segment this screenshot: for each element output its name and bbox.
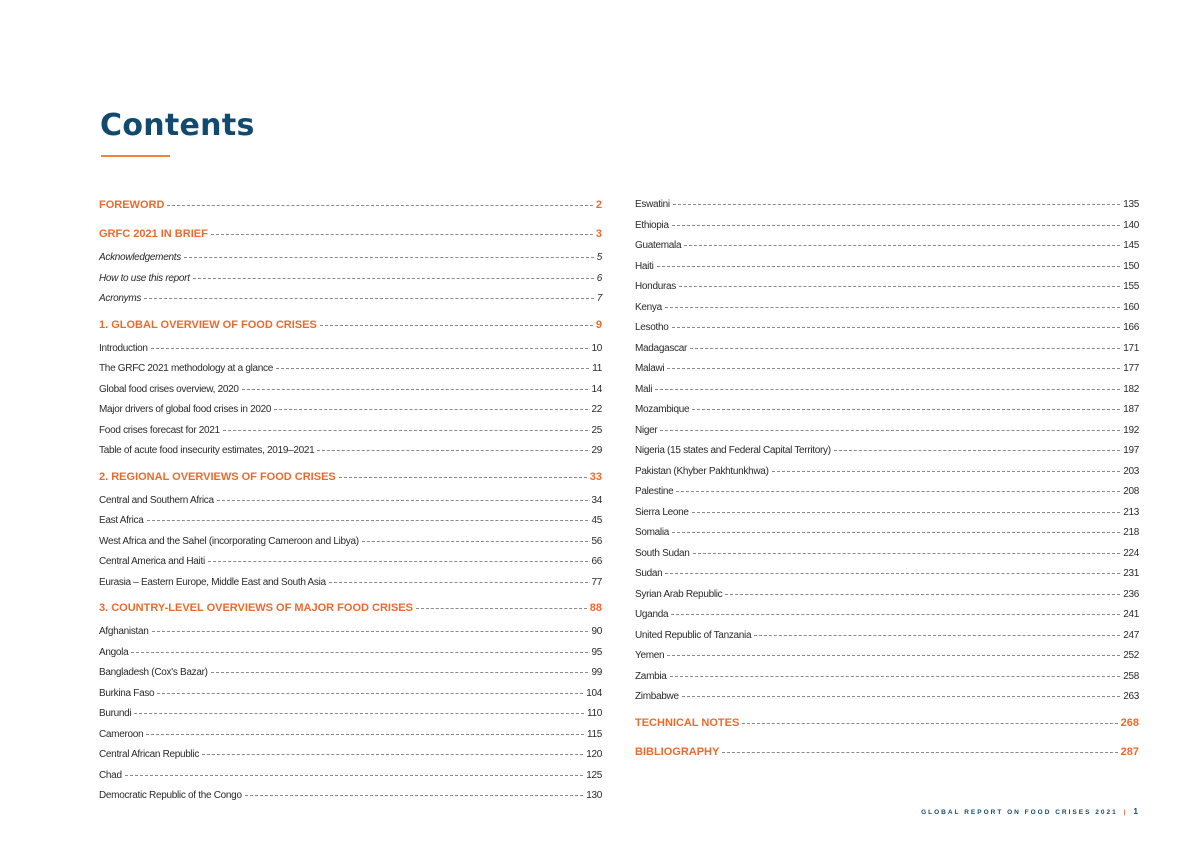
toc-entry-page-number: 241	[1123, 609, 1139, 620]
toc-section-entry[interactable]	[99, 597, 602, 626]
toc-entry[interactable]	[99, 556, 602, 577]
toc-entry-label: How to use this report	[99, 272, 190, 284]
toc-entry-page-number: 140	[1123, 219, 1139, 231]
dot-leader	[670, 676, 1121, 677]
dot-leader	[151, 348, 589, 349]
toc-entry[interactable]	[99, 363, 602, 384]
footer-page-number: 1	[1133, 807, 1138, 816]
toc-entry-label: Nigeria (15 states and Federal Capital Territory)	[635, 445, 831, 456]
footer-report-title: GLOBAL REPORT ON FOOD CRISES 2021	[921, 809, 1118, 816]
dot-leader	[725, 594, 1120, 595]
dot-leader	[682, 696, 1120, 697]
toc-entry-label: Kenya	[635, 301, 662, 313]
dot-leader	[211, 234, 593, 235]
toc-entry[interactable]	[635, 261, 1139, 282]
toc-entry-label: Central America and Haiti	[99, 556, 205, 567]
dot-leader	[672, 327, 1121, 328]
toc-entry-label: West Africa and the Sahel (incorporating Cameroon and Libya)	[99, 535, 359, 547]
toc-entry-label: 1. GLOBAL OVERVIEW OF FOOD CRISES	[99, 318, 317, 331]
dot-leader	[679, 286, 1120, 287]
toc-entry-label: East Africa	[99, 515, 144, 526]
toc-entry-page-number: 6	[596, 272, 602, 284]
toc-entry-label: Acronyms	[99, 293, 142, 304]
dot-leader	[672, 532, 1120, 533]
dot-leader	[362, 541, 589, 542]
toc-entry-page-number: 115	[586, 728, 602, 740]
page-title: Contents	[100, 108, 255, 143]
toc-entry[interactable]	[99, 749, 602, 770]
toc-entry-page-number: 150	[1123, 260, 1139, 272]
toc-entry[interactable]	[635, 630, 1139, 651]
toc-entry-page-number: 66	[591, 556, 602, 567]
toc-entry-label: Mali	[635, 383, 653, 395]
toc-entry-label: Syrian Arab Republic	[635, 588, 723, 600]
toc-entry-page-number: 5	[596, 252, 602, 263]
toc-entry-label: 2. REGIONAL OVERVIEWS OF FOOD CRISES	[99, 470, 336, 483]
toc-entry-label: FOREWORD	[99, 199, 165, 211]
toc-entry-label: Acknowledgements	[99, 252, 181, 263]
toc-entry-label: Niger	[635, 424, 658, 436]
toc-entry-label: Yemen	[635, 650, 665, 661]
toc-entry-label: Chad	[99, 769, 122, 781]
toc-entry[interactable]	[99, 626, 602, 647]
toc-entry-page-number: 90	[591, 626, 602, 637]
toc-section-entry[interactable]	[635, 712, 1139, 741]
toc-section-entry[interactable]	[99, 199, 602, 223]
toc-entry-page-number: 155	[1123, 281, 1139, 292]
toc-entry-page-number: 88	[589, 602, 602, 614]
dot-leader	[211, 672, 589, 673]
title-underline	[101, 155, 170, 157]
dot-leader	[676, 491, 1120, 492]
toc-entry-page-number: 110	[586, 708, 602, 719]
toc-entry[interactable]	[635, 425, 1139, 446]
toc-entry-page-number: 34	[591, 494, 602, 506]
toc-entry-label: Food crises forecast for 2021	[99, 424, 220, 436]
toc-entry-page-number: 258	[1123, 670, 1139, 682]
dot-leader	[147, 520, 589, 521]
toc-entry-page-number: 187	[1123, 404, 1139, 415]
toc-entry-label: Haiti	[635, 260, 654, 272]
toc-entry-label: Sierra Leone	[635, 506, 689, 518]
toc-entry-page-number: 56	[591, 535, 602, 547]
dot-leader	[245, 795, 584, 796]
toc-entry[interactable]	[635, 404, 1139, 425]
toc-entry[interactable]	[99, 273, 602, 294]
toc-entry[interactable]	[99, 252, 602, 273]
toc-section-entry[interactable]	[635, 741, 1139, 770]
toc-entry-label: Mozambique	[635, 404, 690, 415]
toc-entry-label: Cameroon	[99, 728, 144, 740]
toc-entry-page-number: 14	[591, 383, 602, 395]
toc-entry-label: Major drivers of global food crises in 2020	[99, 404, 272, 415]
toc-entry[interactable]	[99, 577, 602, 598]
toc-entry-label: Ethiopia	[635, 219, 669, 231]
toc-entry[interactable]	[99, 384, 602, 405]
dot-leader	[242, 389, 589, 390]
toc-entry[interactable]	[635, 343, 1139, 364]
toc-entry-label: Madagascar	[635, 342, 688, 354]
dot-leader	[692, 409, 1120, 410]
toc-entry-page-number: 3	[595, 228, 602, 240]
toc-entry-label: South Sudan	[635, 547, 690, 559]
toc-entry-page-number: 171	[1123, 342, 1139, 354]
toc-entry-page-number: 252	[1123, 650, 1139, 661]
toc-column-left	[99, 199, 602, 811]
dot-leader	[665, 573, 1120, 574]
dot-leader	[655, 389, 1120, 390]
toc-entry-label: Democratic Republic of the Congo	[99, 790, 242, 801]
toc-entry-label: Guatemala	[635, 240, 682, 251]
toc-entry[interactable]	[635, 445, 1139, 466]
page-footer	[0, 807, 1138, 816]
toc-entry[interactable]	[635, 281, 1139, 302]
toc-entry-page-number: 268	[1120, 716, 1139, 729]
toc-entry-label: Eurasia – Eastern Europe, Middle East and South Asia	[99, 576, 326, 588]
dot-leader	[693, 553, 1121, 554]
dot-leader	[152, 631, 589, 632]
toc-entry-page-number: 9	[595, 318, 602, 331]
toc-entry[interactable]	[99, 729, 602, 750]
toc-entry[interactable]	[635, 568, 1139, 589]
toc-entry[interactable]	[635, 609, 1139, 630]
dot-leader	[193, 278, 594, 279]
toc-section-entry[interactable]	[99, 314, 602, 343]
toc-entry-page-number: 192	[1123, 424, 1139, 436]
dot-leader	[772, 471, 1121, 472]
dot-leader	[144, 298, 594, 299]
dot-leader	[339, 477, 587, 478]
dot-leader	[167, 205, 592, 206]
toc-entry-page-number: 182	[1123, 383, 1139, 395]
toc-entry-label: Sudan	[635, 568, 663, 579]
dot-leader	[223, 430, 589, 431]
toc-entry[interactable]	[99, 536, 602, 557]
toc-entry-label: GRFC 2021 IN BRIEF	[99, 228, 208, 240]
toc-entry-page-number: 203	[1123, 465, 1139, 477]
toc-entry-label: TECHNICAL NOTES	[635, 716, 740, 729]
toc-section-entry[interactable]	[99, 466, 602, 495]
toc-entry-label: Uganda	[635, 609, 669, 620]
toc-entry-label: Global food crises overview, 2020	[99, 383, 239, 395]
toc-entry-page-number: 213	[1123, 506, 1139, 518]
dot-leader	[667, 368, 1120, 369]
toc-entry[interactable]	[635, 199, 1139, 220]
dot-leader	[208, 561, 589, 562]
toc-entry-page-number: 29	[591, 445, 602, 456]
toc-entry[interactable]	[99, 404, 602, 425]
toc-entry[interactable]	[635, 220, 1139, 241]
dot-leader	[754, 635, 1120, 636]
dot-leader	[202, 754, 583, 755]
toc-entry-label: BIBLIOGRAPHY	[635, 745, 720, 758]
toc-entry[interactable]	[99, 647, 602, 668]
toc-entry-label: Zambia	[635, 670, 667, 682]
dot-leader	[665, 307, 1120, 308]
toc-entry[interactable]	[99, 425, 602, 446]
dot-leader	[667, 655, 1120, 656]
dot-leader	[274, 409, 588, 410]
toc-entry-page-number: 166	[1123, 322, 1139, 333]
toc-entry-label: 3. COUNTRY-LEVEL OVERVIEWS OF MAJOR FOOD CRISES	[99, 602, 413, 614]
toc-entry-page-number: 99	[591, 667, 602, 678]
toc-entry-page-number: 95	[591, 646, 602, 658]
toc-entry-label: Lesotho	[635, 322, 669, 333]
toc-section-entry[interactable]	[99, 223, 602, 252]
toc-entry-label: Zimbabwe	[635, 691, 679, 702]
dot-leader	[673, 204, 1120, 205]
toc-entry-label: Palestine	[635, 486, 674, 497]
toc-entry[interactable]	[635, 548, 1139, 569]
toc-entry[interactable]	[635, 486, 1139, 507]
toc-entry-page-number: 224	[1123, 547, 1139, 559]
toc-entry[interactable]	[635, 322, 1139, 343]
dot-leader	[692, 512, 1121, 513]
toc-entry-page-number: 231	[1123, 568, 1139, 579]
toc-entry-label: Pakistan (Khyber Pakhtunkhwa)	[635, 465, 769, 477]
dot-leader	[834, 450, 1120, 451]
footer-separator: |	[1123, 809, 1128, 816]
dot-leader	[660, 430, 1120, 431]
dot-leader	[657, 266, 1121, 267]
dot-leader	[416, 608, 587, 609]
toc-entry-label: United Republic of Tanzania	[635, 629, 752, 641]
toc-entry[interactable]	[99, 293, 602, 314]
toc-entry-page-number: 104	[586, 687, 602, 699]
toc-entry[interactable]	[99, 343, 602, 364]
toc-entry[interactable]	[99, 667, 602, 688]
toc-entry-label: Bangladesh (Cox's Bazar)	[99, 667, 208, 678]
dot-leader	[684, 245, 1120, 246]
toc-entry-page-number: 287	[1120, 745, 1139, 758]
dot-leader	[146, 734, 584, 735]
toc-entry-label: The GRFC 2021 methodology at a glance	[99, 363, 274, 374]
toc-entry[interactable]	[635, 384, 1139, 405]
toc-entry-page-number: 125	[586, 769, 602, 781]
dot-leader	[217, 500, 589, 501]
toc-entry-label: Honduras	[635, 281, 676, 292]
toc-entry[interactable]	[99, 515, 602, 536]
toc-entry-label: Introduction	[99, 342, 148, 354]
dot-leader	[131, 652, 588, 653]
toc-entry-page-number: 197	[1123, 445, 1139, 456]
toc-entry-page-number: 130	[586, 790, 602, 801]
toc-entry-page-number: 218	[1123, 527, 1139, 538]
toc-entry-label: Table of acute food insecurity estimates, 2019–2021	[99, 445, 315, 456]
dot-leader	[184, 257, 594, 258]
toc-entry-page-number: 77	[591, 576, 602, 588]
toc-entry[interactable]	[635, 589, 1139, 610]
toc-entry-label: Somalia	[635, 527, 670, 538]
dot-leader	[690, 348, 1120, 349]
toc-entry-label: Burkina Faso	[99, 687, 155, 699]
toc-entry[interactable]	[99, 708, 602, 729]
toc-entry-page-number: 25	[591, 424, 602, 436]
toc-entry-page-number: 177	[1123, 363, 1139, 374]
toc-entry-label: Burundi	[99, 708, 132, 719]
toc-entry[interactable]	[635, 507, 1139, 528]
toc-entry-page-number: 145	[1123, 240, 1139, 251]
toc-entry-page-number: 2	[595, 199, 602, 211]
toc-entry[interactable]	[635, 691, 1139, 712]
toc-entry[interactable]	[635, 650, 1139, 671]
toc-entry[interactable]	[635, 302, 1139, 323]
toc-entry-label: Central and Southern Africa	[99, 494, 214, 506]
toc-entry-page-number: 160	[1123, 301, 1139, 313]
toc-entry[interactable]	[99, 495, 602, 516]
toc-entry-page-number: 120	[586, 749, 602, 760]
dot-leader	[276, 368, 589, 369]
toc-entry-page-number: 135	[1123, 199, 1139, 210]
toc-entry-label: Angola	[99, 646, 129, 658]
toc-entry-page-number: 208	[1123, 486, 1139, 497]
toc-entry-label: Central African Republic	[99, 749, 200, 760]
dot-leader	[742, 723, 1117, 724]
toc-entry-page-number: 10	[591, 342, 602, 354]
dot-leader	[671, 614, 1120, 615]
toc-entry-label: Malawi	[635, 363, 665, 374]
toc-entry-page-number: 11	[592, 363, 602, 374]
toc-entry-label: Eswatini	[635, 199, 670, 210]
dot-leader	[134, 713, 584, 714]
toc-entry[interactable]	[635, 363, 1139, 384]
toc-column-right	[635, 199, 1139, 770]
toc-entry-page-number: 7	[596, 293, 602, 304]
dot-leader	[157, 693, 583, 694]
toc-entry[interactable]	[99, 445, 602, 466]
toc-entry-label: Afghanistan	[99, 626, 149, 637]
toc-entry-page-number: 247	[1123, 629, 1139, 641]
dot-leader	[317, 450, 588, 451]
toc-entry[interactable]	[635, 671, 1139, 692]
toc-entry[interactable]	[635, 240, 1139, 261]
toc-entry-page-number: 236	[1123, 588, 1139, 600]
toc-entry-page-number: 45	[591, 515, 602, 526]
toc-entry[interactable]	[635, 527, 1139, 548]
dot-leader	[722, 752, 1117, 753]
dot-leader	[125, 775, 583, 776]
toc-entry-page-number: 263	[1123, 691, 1139, 702]
dot-leader	[329, 582, 589, 583]
toc-entry[interactable]	[635, 466, 1139, 487]
toc-entry-page-number: 22	[591, 404, 602, 415]
toc-entry[interactable]	[99, 770, 602, 791]
toc-entry[interactable]	[99, 688, 602, 709]
dot-leader	[672, 225, 1120, 226]
toc-entry-page-number: 33	[589, 470, 602, 483]
dot-leader	[320, 325, 593, 326]
